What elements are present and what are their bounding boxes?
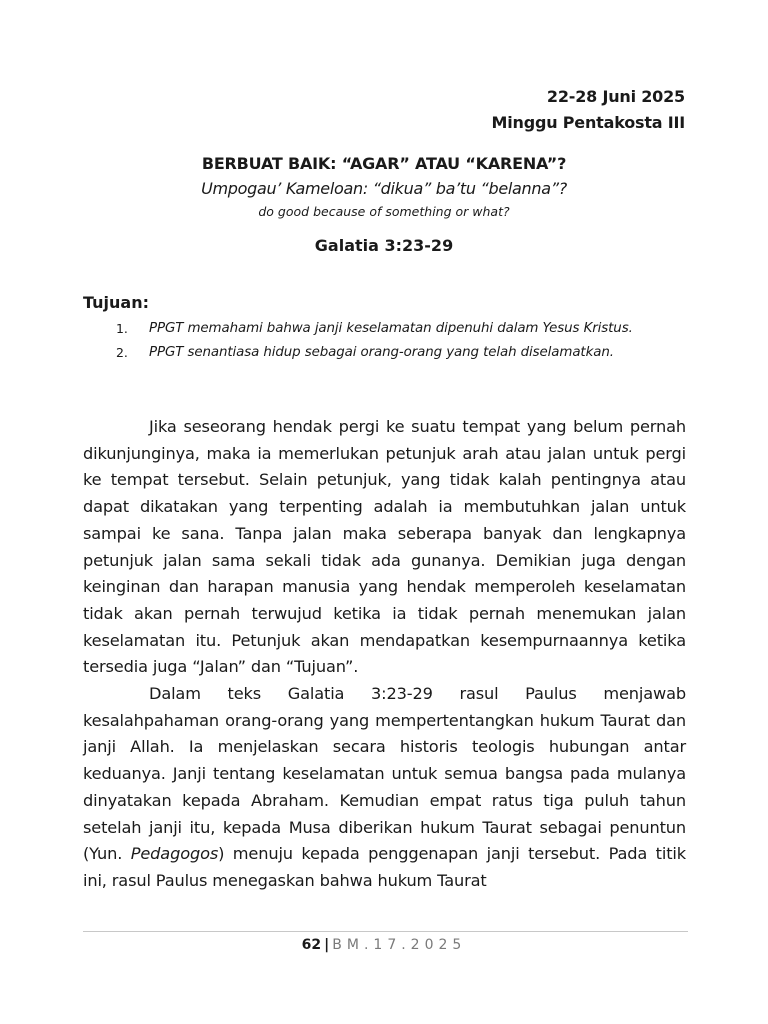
date-block	[492, 84, 685, 136]
paragraph-2-text-start: Dalam teks Galatia 3:23-29 rasul Paulus menjawab kesalahpahaman orang-orang yang mempertentangkan hukum Taurat dan janji Allah. Ia menjelaskan secara historis teologis hubungan antar keduanya. Janji tentang keselamatan untuk semua bangsa pada mulanya dinyatakan kepada Abraham. Kemudian empat ratus tiga puluh tahun setelah janji itu, kepada Musa diberikan hukum Taurat sebagai penuntun (Yun.	[83, 684, 686, 864]
goal-item	[83, 317, 686, 341]
goals-list	[83, 317, 686, 365]
page-title: BERBUAT BAIK: “AGAR” ATAU “KARENA”?	[201, 154, 567, 173]
scripture-reference: Galatia 3:23-29	[314, 236, 454, 255]
title-block	[0, 152, 768, 258]
body-paragraph-2	[83, 681, 686, 895]
body-paragraph-1: Jika seseorang hendak pergi ke suatu tempat yang belum pernah dikunjunginya, maka ia memerlukan petunjuk arah atau jalan untuk pergi ke tempat tersebut. Selain petunjuk, yang tidak kalah pentingnya atau dapat dikatakan yang terpenting adalah ia membutuhkan jalan untuk sampai ke sana. Tanpa jalan maka seberapa banyak dan lengkapnya petunjuk jalan sama sekali tidak ada gunanya. Demikian juga dengan keinginan dan harapan manusia yang hendak memperoleh keselamatan tidak akan pernah terwujud ketika ia tidak pernah menemukan jalan keselamatan itu. Petunjuk akan mendapatkan kesempurnaannya ketika tersedia juga “Jalan” dan “Tujuan”.	[83, 417, 686, 677]
goal-text: PPGT memahami bahwa janji keselamatan dipenuhi dalam Yesus Kristus.	[149, 321, 633, 336]
goal-text: PPGT senantiasa hidup sebagai orang-orang yang telah diselamatkan.	[149, 345, 614, 360]
local-language-subtitle: Umpogau’ Kameloan: “dikua” ba’tu “belanna”?	[201, 179, 567, 198]
english-subtitle: do good because of something or what?	[258, 204, 510, 219]
footer-separator: |	[324, 937, 330, 953]
body-text	[83, 414, 686, 895]
paragraph-2-text-end: ) menuju kepada penggenapan janji tersebut. Pada titik ini, rasul Paulus menegaskan bahwa hukum Taurat	[83, 844, 686, 890]
page-footer	[0, 935, 768, 955]
date-range: 22-28 Juni 2025	[546, 87, 685, 106]
publication-code: BM.17.2025	[332, 937, 467, 953]
goal-number: 1.	[116, 321, 128, 336]
goal-item	[83, 341, 686, 365]
goals-heading: Tujuan:	[83, 293, 150, 312]
goals-section	[83, 291, 686, 365]
greek-term: Pedagogos	[130, 844, 219, 864]
goal-number: 2.	[116, 345, 128, 360]
page-number: 62	[301, 937, 322, 953]
liturgical-week: Minggu Pentakosta III	[491, 113, 685, 132]
footer-divider	[83, 931, 688, 932]
